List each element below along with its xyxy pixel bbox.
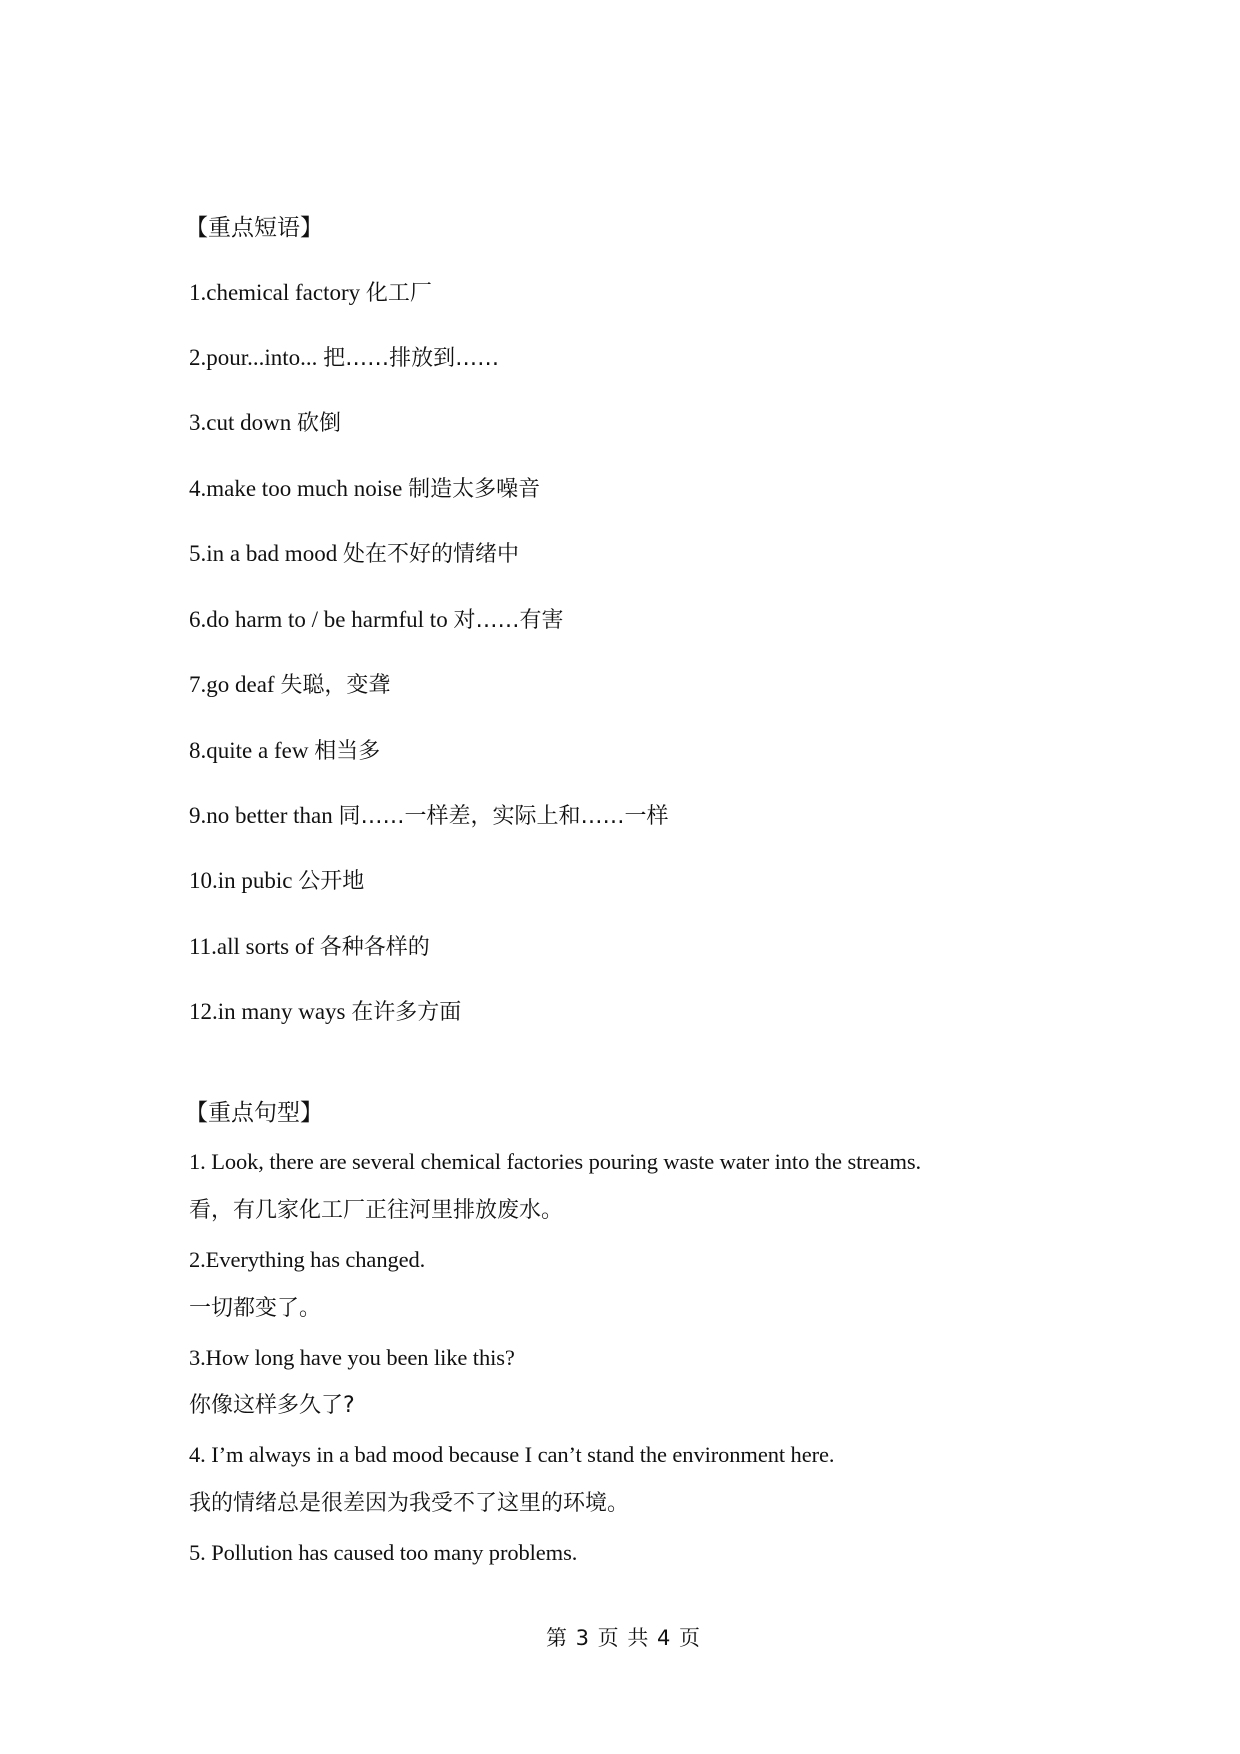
phrase-english: 6.do harm to / be harmful to — [189, 607, 448, 632]
phrase-english: 10.in pubic — [189, 868, 293, 893]
phrase-english: 12.in many ways — [189, 999, 346, 1024]
phrase-english: 8.quite a few — [189, 738, 309, 763]
phrases-heading: 【重点短语】 — [185, 215, 323, 241]
sentence-english: 5. Pollution has caused too many problems. — [189, 1540, 578, 1565]
phrase-english: 7.go deaf — [189, 672, 275, 697]
sentence-chinese: 看，有几家化工厂正往河里排放废水。 — [189, 1198, 564, 1223]
sentence-chinese: 一切都变了。 — [189, 1296, 322, 1321]
phrase-chinese: 把……排放到…… — [323, 346, 500, 371]
phrase-item — [189, 866, 364, 897]
phrase-item — [189, 997, 461, 1028]
sentence-english: 2.Everything has changed. — [189, 1247, 426, 1272]
phrase-item — [189, 736, 380, 767]
phrase-chinese: 失聪，变聋 — [280, 673, 391, 698]
phrase-english: 4.make too much noise — [189, 476, 403, 501]
phrase-chinese: 制造太多噪音 — [408, 477, 541, 502]
sentence-english: 3.How long have you been like this? — [189, 1345, 515, 1370]
phrase-chinese: 对……有害 — [453, 608, 564, 633]
phrase-english: 5.in a bad mood — [189, 541, 338, 566]
sentence-chinese: 我的情绪总是很差因为我受不了这里的环境。 — [189, 1491, 630, 1516]
phrase-item — [189, 605, 563, 636]
phrase-chinese: 公开地 — [298, 869, 365, 894]
phrase-item — [189, 278, 432, 309]
phrase-item — [189, 343, 499, 374]
sentence-chinese: 你像这样多久了? — [189, 1393, 355, 1418]
phrase-english: 2.pour...into... — [189, 345, 318, 370]
phrase-english: 1.chemical factory — [189, 280, 361, 305]
sentences-heading: 【重点句型】 — [185, 1100, 323, 1126]
phrase-chinese: 在许多方面 — [351, 1000, 462, 1025]
phrase-chinese: 砍倒 — [296, 411, 341, 436]
sentence-english: 1. Look, there are several chemical factories pouring waste water into the streams. — [189, 1149, 922, 1174]
sentence-english: 4. I’m always in a bad mood because I can’t stand the environment here. — [189, 1442, 835, 1467]
phrase-item — [189, 539, 519, 570]
phrase-item — [189, 932, 430, 963]
phrase-chinese: 同……一样差，实际上和……一样 — [338, 804, 669, 829]
phrase-item — [189, 474, 540, 505]
phrase-english: 11.all sorts of — [189, 934, 314, 959]
phrase-item — [189, 408, 341, 439]
phrase-chinese: 相当多 — [314, 739, 381, 764]
phrase-chinese: 化工厂 — [365, 281, 432, 306]
phrase-english: 3.cut down — [189, 410, 292, 435]
phrase-chinese: 各种各样的 — [319, 935, 430, 960]
page-number-footer: 第 3 页 共 4 页 — [545, 1626, 701, 1650]
phrase-chinese: 处在不好的情绪中 — [342, 542, 519, 567]
phrase-item — [189, 801, 668, 832]
phrase-item — [189, 670, 390, 701]
phrase-english: 9.no better than — [189, 803, 333, 828]
